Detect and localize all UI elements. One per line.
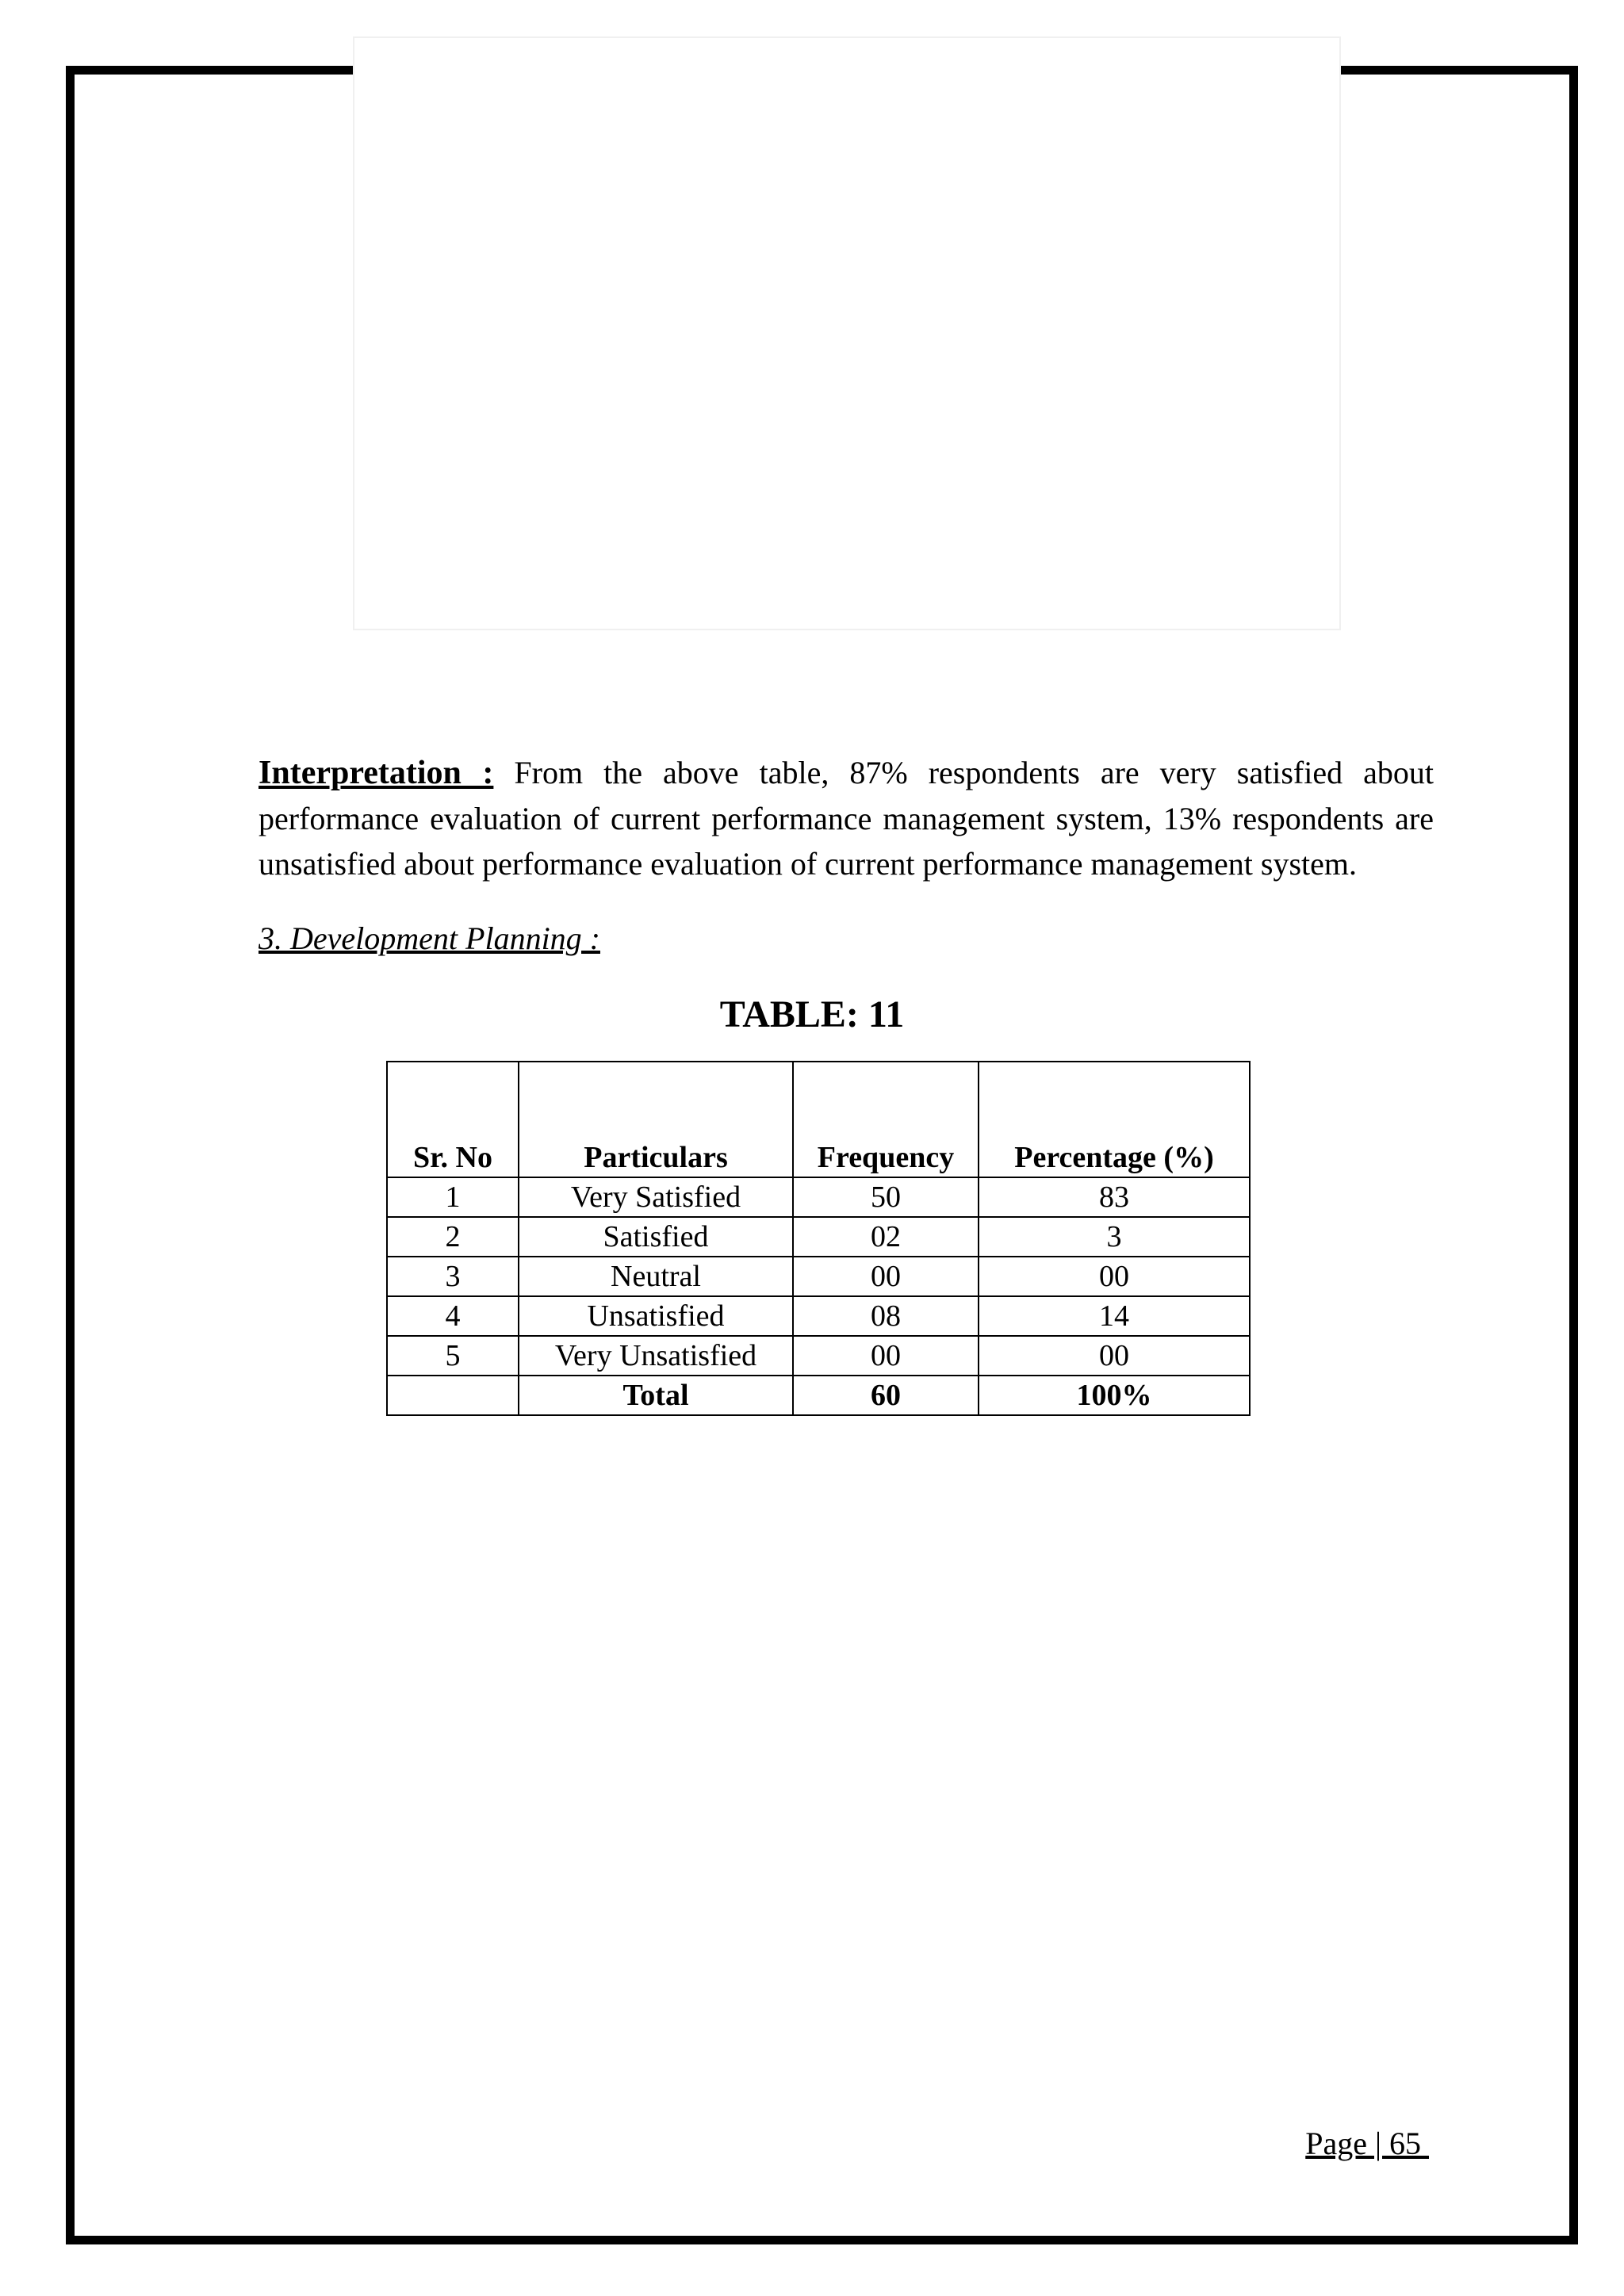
cell-percentage: 00: [979, 1336, 1250, 1376]
total-label: Total: [519, 1376, 793, 1415]
cell-frequency: 08: [793, 1296, 979, 1336]
header-particulars: Particulars: [519, 1062, 793, 1177]
table-row: [387, 1296, 1250, 1336]
cell-sr-no: 2: [387, 1217, 519, 1257]
figure-image: [353, 36, 1341, 630]
table-row: [387, 1336, 1250, 1376]
section-heading: 3. Development Planning :: [259, 920, 600, 956]
header-percentage: Percentage (%): [979, 1062, 1250, 1177]
cell-percentage: 14: [979, 1296, 1250, 1336]
table-total-row: [387, 1376, 1250, 1415]
cell-frequency: 00: [793, 1257, 979, 1296]
interpretation-label: Interpretation :: [259, 755, 494, 791]
cell-particulars: Satisfied: [519, 1217, 793, 1257]
cell-sr-no: 4: [387, 1296, 519, 1336]
header-sr-no: Sr. No: [387, 1062, 519, 1177]
cell-frequency: 00: [793, 1336, 979, 1376]
table-row: [387, 1257, 1250, 1296]
cell-sr-no: 5: [387, 1336, 519, 1376]
interpretation-paragraph: [259, 750, 1434, 886]
cell-percentage: 3: [979, 1217, 1250, 1257]
table-header-row: [387, 1062, 1250, 1177]
table-row: [387, 1177, 1250, 1217]
table-caption: TABLE: 11: [719, 993, 905, 1035]
table-row: [387, 1217, 1250, 1257]
cell-frequency: 50: [793, 1177, 979, 1217]
cell-frequency: 02: [793, 1217, 979, 1257]
total-percentage: 100%: [979, 1376, 1250, 1415]
data-table: [386, 1061, 1251, 1416]
cell-particulars: Very Unsatisfied: [519, 1336, 793, 1376]
cell-percentage: 00: [979, 1257, 1250, 1296]
page-number: Page | 65: [1305, 2126, 1429, 2161]
cell-sr-no: 1: [387, 1177, 519, 1217]
cell-particulars: Unsatisfied: [519, 1296, 793, 1336]
header-frequency: Frequency: [793, 1062, 979, 1177]
cell-percentage: 83: [979, 1177, 1250, 1217]
total-frequency: 60: [793, 1376, 979, 1415]
cell-sr-no: 3: [387, 1257, 519, 1296]
cell-particulars: Very Satisfied: [519, 1177, 793, 1217]
cell-particulars: Neutral: [519, 1257, 793, 1296]
interpretation-text: From the above table, 87% respondents are very satisfied about performance evaluation of current performance management system, 13% respondents are unsatisfied about performance evaluation of current performance management system.: [259, 755, 1434, 882]
total-sr-no: [387, 1376, 519, 1415]
